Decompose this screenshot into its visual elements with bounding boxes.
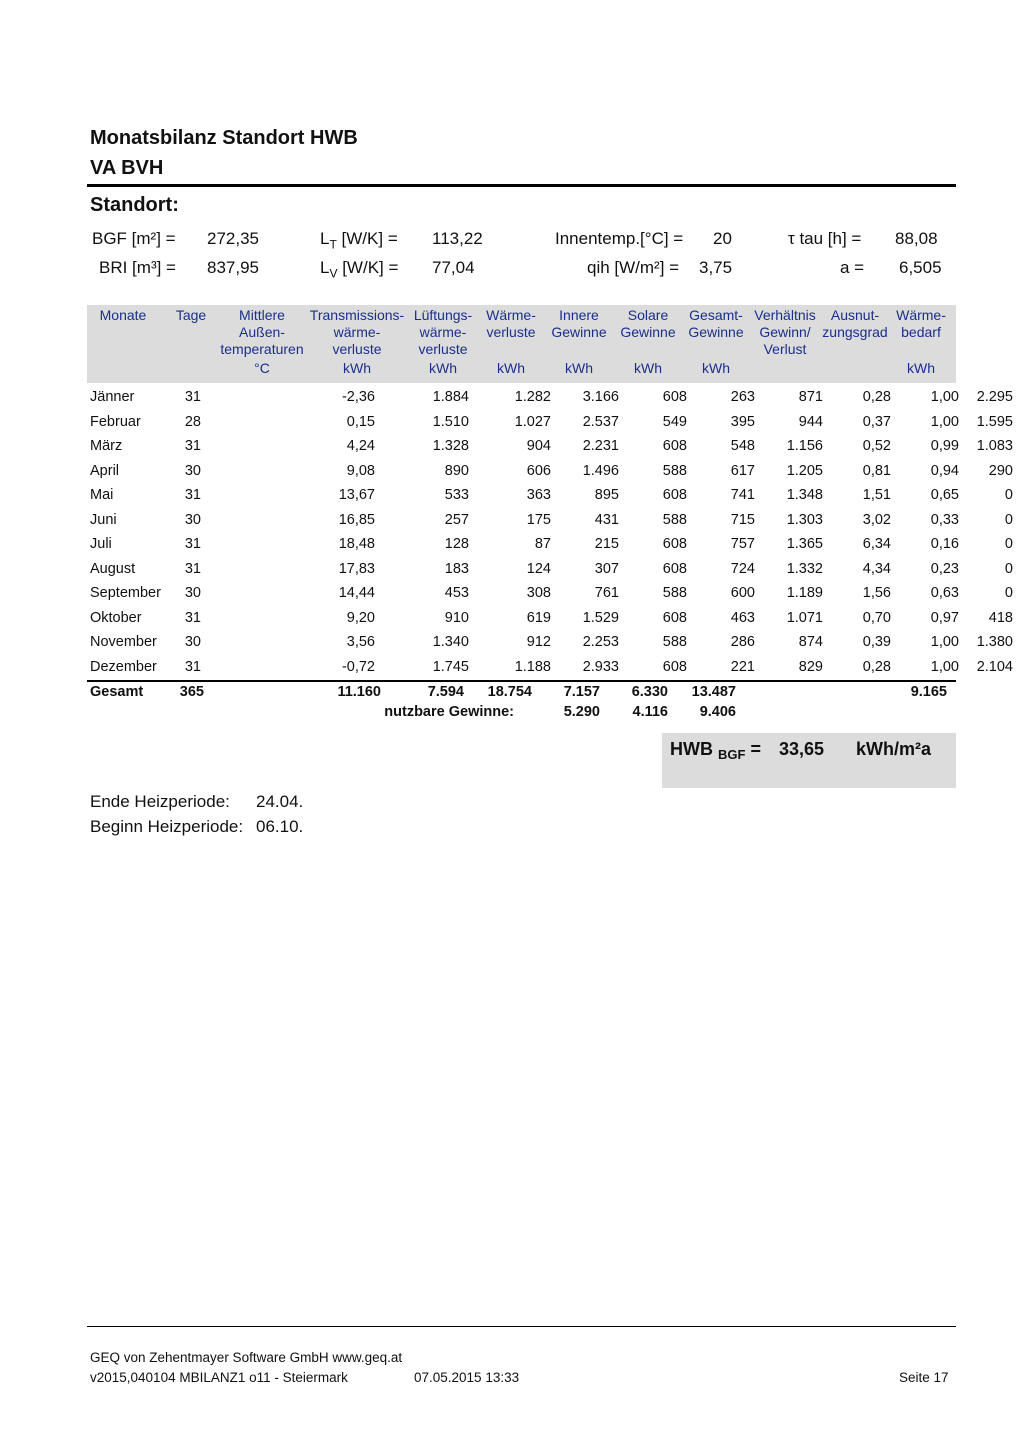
header-line: Tage	[175, 307, 207, 323]
cell-transmission: 183	[444, 560, 469, 577]
table-row	[87, 557, 1021, 582]
cell-lueftung: 1.188	[514, 658, 551, 675]
cell-lueftung: 1.027	[514, 413, 551, 430]
page-title: Monatsbilanz Standort HWB	[90, 127, 358, 149]
nutzbar-label: nutzbare Gewinne:	[384, 704, 514, 720]
table-row	[87, 434, 1021, 459]
footer-company: GEQ von Zehentmayer Software GmbH www.geq.at	[90, 1350, 403, 1365]
table-row	[87, 581, 1021, 606]
cell-aussentemperatur: -2,36	[341, 389, 375, 406]
cell-aussentemperatur: 3,56	[346, 634, 375, 651]
cell-monate: September	[90, 585, 161, 602]
header-line: Außen-	[239, 324, 285, 340]
table-row	[87, 459, 1021, 484]
header-line: Ausnut-	[830, 307, 880, 323]
cell-transmission: 128	[444, 536, 469, 553]
cell-solare-gewinne: 221	[730, 658, 755, 675]
cell-solare-gewinne: 463	[730, 609, 755, 626]
cell-aussentemperatur: 4,24	[346, 438, 375, 455]
monthly-balance-table	[87, 385, 1021, 679]
header-line: Monate	[99, 307, 147, 323]
header-line: Wärme-	[486, 307, 536, 323]
nutzbar-solare: 4.116	[632, 704, 668, 720]
cell-transmission: 890	[444, 462, 469, 479]
table-row	[87, 655, 1021, 680]
nutzbar-innere: 5.290	[563, 704, 600, 720]
cell-solare-gewinne: 715	[730, 511, 755, 528]
cell-innere-gewinne: 549	[662, 413, 687, 430]
cell-waermeverluste: 431	[594, 511, 619, 528]
cell-innere-gewinne: 608	[662, 389, 687, 406]
header-line: verluste	[332, 341, 382, 357]
cell-solare-gewinne: 617	[730, 462, 755, 479]
cell-gesamt-gewinne: 874	[798, 634, 823, 651]
table-row	[87, 508, 1021, 533]
header-line: bedarf	[901, 324, 941, 340]
cell-monate: Juni	[90, 511, 117, 528]
page-subtitle: VA BVH	[90, 157, 164, 179]
cell-lueftung: 87	[534, 536, 551, 553]
header-unit-aussentemperatur: °C	[254, 360, 270, 376]
bri-value: 837,95	[207, 258, 259, 277]
cell-ausnutzungsgrad: 0,97	[930, 609, 959, 626]
total-lueftung: 7.594	[427, 684, 464, 700]
ende-heizperiode-label: Ende Heizperiode:	[90, 792, 230, 811]
cell-tage: 31	[184, 438, 201, 455]
cell-innere-gewinne: 608	[662, 487, 687, 504]
cell-gesamt-gewinne: 1.332	[786, 560, 823, 577]
header-line: Verhältnis	[754, 307, 816, 323]
cell-transmission: 1.884	[432, 389, 469, 406]
cell-solare-gewinne: 286	[730, 634, 755, 651]
cell-transmission: 1.340	[432, 634, 469, 651]
cell-waermebedarf: 0	[1004, 560, 1013, 577]
cell-tage: 30	[184, 585, 201, 602]
tau-value: 88,08	[895, 229, 938, 248]
footer-page-number: Seite 17	[899, 1370, 949, 1385]
cell-tage: 30	[184, 634, 201, 651]
cell-gesamt-gewinne: 829	[798, 658, 823, 675]
total-solare: 6.330	[631, 684, 668, 700]
table-row	[87, 385, 1021, 410]
cell-waermeverluste: 895	[594, 487, 619, 504]
cell-tage: 30	[184, 511, 201, 528]
hwb-value: 33,65	[779, 739, 825, 759]
cell-verhaeltnis: 0,70	[862, 609, 891, 626]
cell-monate: Februar	[90, 413, 141, 430]
total-label: Gesamt	[90, 684, 144, 700]
cell-waermeverluste: 1.496	[582, 462, 619, 479]
header-line: temperaturen	[220, 341, 304, 357]
cell-innere-gewinne: 588	[662, 585, 687, 602]
cell-solare-gewinne: 395	[730, 413, 755, 430]
header-line: Innere	[559, 307, 599, 323]
cell-waermeverluste: 2.231	[582, 438, 619, 455]
cell-verhaeltnis: 0,39	[862, 634, 891, 651]
header-line: Solare	[627, 307, 669, 323]
cell-ausnutzungsgrad: 0,99	[930, 438, 959, 455]
cell-lueftung: 619	[526, 609, 551, 626]
cell-innere-gewinne: 588	[662, 511, 687, 528]
cell-solare-gewinne: 741	[730, 487, 755, 504]
cell-gesamt-gewinne: 1.348	[786, 487, 823, 504]
cell-verhaeltnis: 0,28	[862, 389, 891, 406]
footer-version: v2015,040104 MBILANZ1 o11 - Steiermark	[90, 1370, 348, 1385]
header-line: wärme-	[333, 324, 381, 340]
cell-waermeverluste: 1.529	[582, 609, 619, 626]
cell-monate: August	[90, 560, 136, 577]
cell-gesamt-gewinne: 1.189	[786, 585, 823, 602]
cell-ausnutzungsgrad: 1,00	[930, 634, 959, 651]
cell-solare-gewinne: 724	[730, 560, 755, 577]
cell-ausnutzungsgrad: 1,00	[930, 389, 959, 406]
cell-waermebedarf: 0	[1004, 536, 1013, 553]
header-unit-gesamt-gewinne: kWh	[702, 360, 730, 376]
total-waermeverluste: 18.754	[487, 684, 532, 700]
header-line: Gesamt-	[689, 307, 743, 323]
cell-gesamt-gewinne: 1.156	[786, 438, 823, 455]
header-line: Lüftungs-	[413, 307, 473, 323]
beginn-heizperiode-label: Beginn Heizperiode:	[90, 817, 244, 836]
a-value: 6,505	[899, 258, 942, 277]
bri-label: BRI [m³] =	[99, 258, 176, 277]
cell-aussentemperatur: 14,44	[338, 585, 375, 602]
cell-gesamt-gewinne: 1.205	[786, 462, 823, 479]
header-line: Gewinne	[620, 324, 676, 340]
cell-lueftung: 124	[526, 560, 551, 577]
header-line: zungsgrad	[822, 324, 888, 340]
header-line: Mittlere	[239, 307, 285, 323]
header-line: Transmissions-	[309, 307, 405, 323]
cell-aussentemperatur: -0,72	[341, 658, 375, 675]
cell-verhaeltnis: 0,37	[862, 413, 891, 430]
cell-verhaeltnis: 3,02	[862, 511, 891, 528]
header-line: verluste	[486, 324, 536, 340]
cell-waermeverluste: 215	[594, 536, 619, 553]
ende-heizperiode-value: 24.04.	[256, 792, 304, 811]
cell-monate: Mai	[90, 487, 114, 504]
header-transmission	[307, 307, 407, 358]
header-line: wärme-	[419, 324, 467, 340]
total-transmission: 11.160	[337, 684, 381, 700]
cell-lueftung: 912	[526, 634, 551, 651]
cell-ausnutzungsgrad: 0,65	[930, 487, 959, 504]
cell-tage: 31	[184, 389, 201, 406]
cell-aussentemperatur: 16,85	[338, 511, 375, 528]
cell-verhaeltnis: 6,34	[862, 536, 891, 553]
cell-lueftung: 606	[526, 462, 551, 479]
header-unit-transmission: kWh	[343, 360, 371, 376]
cell-monate: Jänner	[90, 389, 135, 406]
innentemp-value: 20	[713, 229, 732, 248]
total-gesamt: 13.487	[691, 684, 736, 700]
cell-tage: 31	[184, 609, 201, 626]
table-row	[87, 410, 1021, 435]
bgf-value: 272,35	[207, 229, 259, 248]
cell-verhaeltnis: 1,56	[862, 585, 891, 602]
totals-divider	[87, 680, 956, 682]
cell-gesamt-gewinne: 871	[798, 389, 823, 406]
cell-waermebedarf: 0	[1004, 511, 1013, 528]
cell-transmission: 257	[444, 511, 469, 528]
cell-waermebedarf: 418	[988, 609, 1013, 626]
cell-tage: 31	[184, 658, 201, 675]
cell-aussentemperatur: 17,83	[338, 560, 375, 577]
cell-waermebedarf: 1.595	[976, 413, 1013, 430]
table-row	[87, 483, 1021, 508]
lv-value: 77,04	[432, 258, 475, 277]
cell-solare-gewinne: 263	[730, 389, 755, 406]
qih-label: qih [W/m²] =	[587, 258, 680, 277]
cell-innere-gewinne: 608	[662, 658, 687, 675]
cell-verhaeltnis: 0,52	[862, 438, 891, 455]
cell-transmission: 1.328	[432, 438, 469, 455]
cell-tage: 31	[184, 487, 201, 504]
cell-tage: 31	[184, 536, 201, 553]
cell-innere-gewinne: 608	[662, 560, 687, 577]
bgf-label: BGF [m²] =	[92, 229, 176, 248]
innentemp-label: Innentemp.[°C] =	[555, 229, 684, 248]
cell-tage: 31	[184, 560, 201, 577]
cell-verhaeltnis: 4,34	[862, 560, 891, 577]
cell-waermebedarf: 2.104	[976, 658, 1013, 675]
footer-divider	[87, 1326, 956, 1327]
cell-gesamt-gewinne: 1.071	[786, 609, 823, 626]
cell-lueftung: 1.282	[514, 389, 551, 406]
header-unit-solare-gewinne: kWh	[634, 360, 662, 376]
cell-gesamt-gewinne: 1.303	[786, 511, 823, 528]
cell-lueftung: 308	[526, 585, 551, 602]
cell-transmission: 1.510	[432, 413, 469, 430]
cell-innere-gewinne: 588	[662, 462, 687, 479]
standort-heading: Standort:	[90, 194, 179, 216]
cell-gesamt-gewinne: 1.365	[786, 536, 823, 553]
title-divider	[87, 184, 956, 187]
cell-waermeverluste: 2.933	[582, 658, 619, 675]
table-row	[87, 532, 1021, 557]
cell-lueftung: 904	[526, 438, 551, 455]
total-innere: 7.157	[563, 684, 600, 700]
cell-innere-gewinne: 608	[662, 609, 687, 626]
header-aussentemperatur	[212, 307, 312, 358]
cell-waermebedarf: 2.295	[976, 389, 1013, 406]
total-bedarf: 9.165	[910, 684, 947, 700]
cell-verhaeltnis: 0,28	[862, 658, 891, 675]
cell-transmission: 910	[444, 609, 469, 626]
cell-aussentemperatur: 9,20	[346, 609, 375, 626]
cell-verhaeltnis: 1,51	[862, 487, 891, 504]
cell-solare-gewinne: 757	[730, 536, 755, 553]
header-line: Gewinn/	[759, 324, 811, 340]
hwb-label: HWB $_{BGF}$ =	[670, 739, 761, 762]
cell-aussentemperatur: 18,48	[338, 536, 375, 553]
total-tage: 365	[179, 684, 204, 700]
header-line: verluste	[418, 341, 468, 357]
cell-monate: November	[90, 634, 157, 651]
header-unit-lueftung: kWh	[429, 360, 457, 376]
qih-value: 3,75	[699, 258, 733, 277]
cell-lueftung: 363	[526, 487, 551, 504]
lv-label: $L_V$ [W/K] =	[320, 258, 399, 281]
footer-datetime: 07.05.2015 13:33	[414, 1370, 520, 1385]
cell-ausnutzungsgrad: 0,23	[930, 560, 959, 577]
header-line: Gewinne	[551, 324, 607, 340]
header-unit-waermeverluste: kWh	[497, 360, 525, 376]
cell-ausnutzungsgrad: 1,00	[930, 658, 959, 675]
header-line: Wärme-	[896, 307, 946, 323]
cell-lueftung: 175	[526, 511, 551, 528]
cell-transmission: 533	[444, 487, 469, 504]
cell-waermeverluste: 2.253	[582, 634, 619, 651]
nutzbar-gesamt: 9.406	[699, 704, 736, 720]
cell-ausnutzungsgrad: 0,94	[930, 462, 959, 479]
cell-tage: 28	[184, 413, 201, 430]
beginn-heizperiode-value: 06.10.	[256, 817, 304, 836]
cell-waermebedarf: 0	[1004, 487, 1013, 504]
cell-innere-gewinne: 608	[662, 438, 687, 455]
header-waermebedarf	[871, 307, 971, 341]
cell-waermeverluste: 3.166	[582, 389, 619, 406]
header-line: Verlust	[763, 341, 807, 357]
cell-solare-gewinne: 600	[730, 585, 755, 602]
hwb-unit: kWh/m²a	[856, 739, 932, 759]
header-unit-innere-gewinne: kWh	[565, 360, 593, 376]
cell-aussentemperatur: 9,08	[346, 462, 375, 479]
cell-ausnutzungsgrad: 0,33	[930, 511, 959, 528]
cell-innere-gewinne: 588	[662, 634, 687, 651]
cell-gesamt-gewinne: 944	[798, 413, 823, 430]
lt-value: 113,22	[432, 229, 483, 248]
cell-transmission: 1.745	[432, 658, 469, 675]
cell-waermebedarf: 290	[988, 462, 1013, 479]
cell-solare-gewinne: 548	[730, 438, 755, 455]
cell-waermebedarf: 0	[1004, 585, 1013, 602]
cell-tage: 30	[184, 462, 201, 479]
table-row	[87, 606, 1021, 631]
header-line: Gewinne	[688, 324, 744, 340]
cell-monate: April	[90, 462, 120, 479]
cell-ausnutzungsgrad: 0,63	[930, 585, 959, 602]
cell-waermeverluste: 2.537	[582, 413, 619, 430]
lt-label: $L_T$ [W/K] =	[320, 229, 398, 252]
cell-verhaeltnis: 0,81	[862, 462, 891, 479]
cell-monate: Dezember	[90, 658, 157, 675]
header-unit-waermebedarf: kWh	[907, 360, 935, 376]
cell-waermebedarf: 1.083	[976, 438, 1013, 455]
cell-waermeverluste: 761	[594, 585, 619, 602]
cell-innere-gewinne: 608	[662, 536, 687, 553]
tau-label: τ tau [h] =	[788, 229, 862, 248]
cell-ausnutzungsgrad: 0,16	[930, 536, 959, 553]
a-label: a =	[840, 258, 865, 277]
cell-aussentemperatur: 13,67	[338, 487, 375, 504]
cell-waermeverluste: 307	[594, 560, 619, 577]
cell-waermebedarf: 1.380	[976, 634, 1013, 651]
table-row	[87, 630, 1021, 655]
cell-monate: März	[90, 438, 123, 455]
cell-transmission: 453	[444, 585, 469, 602]
cell-aussentemperatur: 0,15	[346, 413, 375, 430]
cell-ausnutzungsgrad: 1,00	[930, 413, 959, 430]
cell-monate: Juli	[90, 536, 112, 553]
cell-monate: Oktober	[90, 609, 142, 626]
